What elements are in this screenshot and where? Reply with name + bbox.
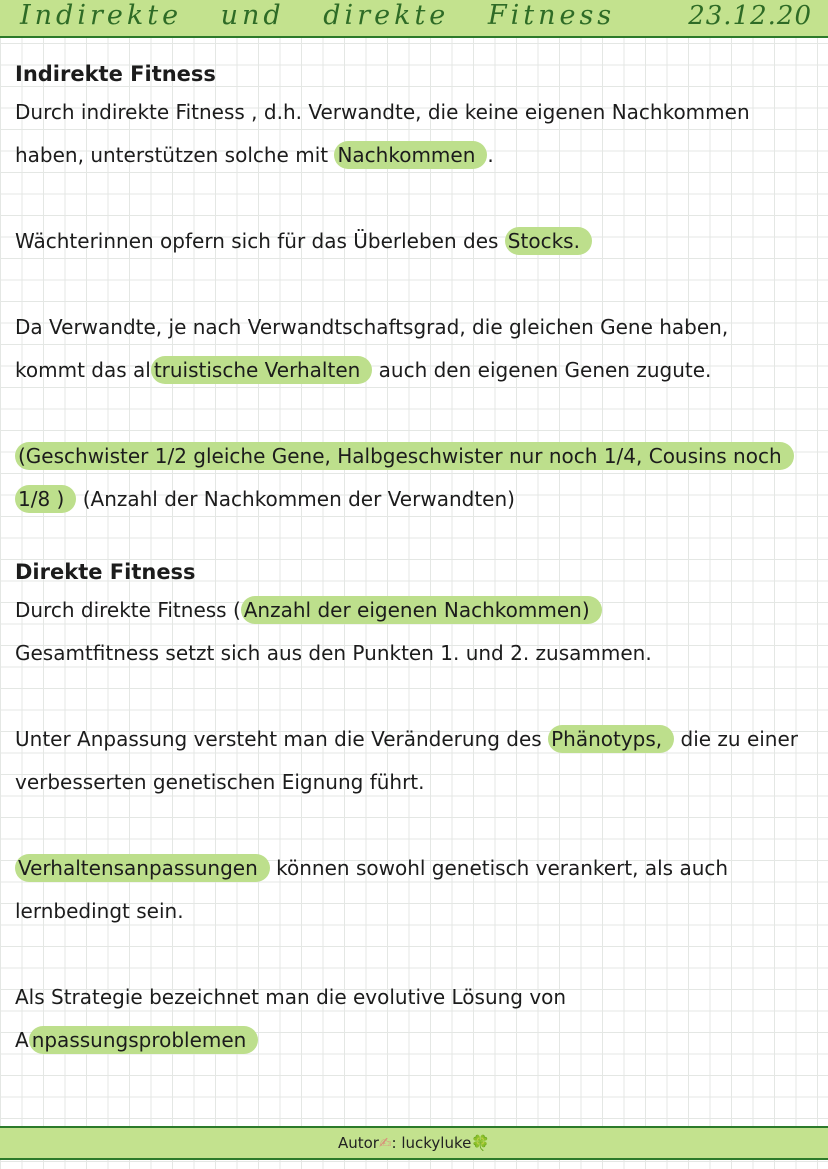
- text-segment: haben, unterstützen solche mit: [15, 143, 335, 167]
- author-separator: :: [391, 1134, 397, 1152]
- footer-bar: [0, 1126, 828, 1160]
- text-line: [15, 478, 805, 521]
- text-segment: Als Strategie bezeichnet man die evolutive Lösung von A: [15, 985, 567, 1052]
- text-segment: kommt das al: [15, 358, 151, 382]
- text-segment: Gesamtfitness setzt sich aus den Punkten 1. und 2. zusammen.: [15, 641, 652, 665]
- highlight: Verhaltensanpassungen: [15, 854, 270, 882]
- text-line: [15, 890, 805, 933]
- text-segment: die zu einer: [674, 727, 799, 751]
- text-line: [15, 718, 805, 761]
- text-segment: Wächterinnen opfern sich für das Überleben des: [15, 229, 505, 253]
- highlight: Stocks.: [505, 227, 592, 255]
- highlight: 1/8 ): [15, 485, 76, 513]
- author-label: Autor: [337, 1134, 379, 1152]
- page-date: 23.12.20: [688, 1, 812, 31]
- text-line: [15, 306, 805, 349]
- text-line: [15, 220, 805, 263]
- text-line: [15, 91, 805, 134]
- text-line: [15, 134, 805, 177]
- page-title: Indirekte und direkte Fitness: [20, 0, 616, 31]
- author-name: luckyluke: [401, 1134, 472, 1152]
- text-segment: auch den eigenen Genen zugute.: [372, 358, 712, 382]
- text-segment: (Anzahl der Nachkommen der Verwandten): [76, 487, 515, 511]
- text-segment: können sowohl genetisch verankert, als auch: [269, 856, 729, 880]
- highlight: Anzahl der eigenen Nachkommen): [241, 596, 602, 624]
- text-line: [15, 349, 805, 392]
- text-line: [15, 761, 805, 804]
- pen-icon: ✍: [378, 1134, 392, 1152]
- text-line: [15, 976, 805, 1062]
- highlight: Nachkommen: [334, 141, 487, 169]
- text-segment: lernbedingt sein.: [15, 899, 184, 923]
- highlight: Phänotyps,: [548, 725, 674, 753]
- text-segment: .: [487, 143, 494, 167]
- highlight: (Geschwister 1/2 gleiche Gene, Halbgeschwister nur noch 1/4, Cousins noch: [15, 442, 794, 470]
- clover-icon: 🍀: [471, 1134, 491, 1152]
- text-segment: Unter Anpassung versteht man die Veränderung des: [15, 727, 549, 751]
- highlight: npassungsproblemen: [29, 1026, 259, 1054]
- text-segment: Durch indirekte Fitness , d.h. Verwandte, die keine eigenen Nachkommen: [15, 100, 750, 124]
- text-line: [15, 847, 805, 890]
- text-line: [15, 589, 805, 632]
- note-content: [15, 57, 805, 1062]
- text-line: [15, 435, 805, 478]
- text-segment: Da Verwandte, je nach Verwandtschaftsgrad, die gleichen Gene haben,: [15, 315, 729, 339]
- header-bar: [0, 0, 828, 38]
- highlight: truistische Verhalten: [151, 356, 372, 384]
- text-segment: verbesserten genetischen Eignung führt.: [15, 770, 425, 794]
- section-heading-indirect: Indirekte Fitness: [15, 62, 216, 86]
- section-heading-direct: Direkte Fitness: [15, 560, 196, 584]
- text-segment: Durch direkte Fitness (: [15, 598, 241, 622]
- text-line: [15, 632, 805, 675]
